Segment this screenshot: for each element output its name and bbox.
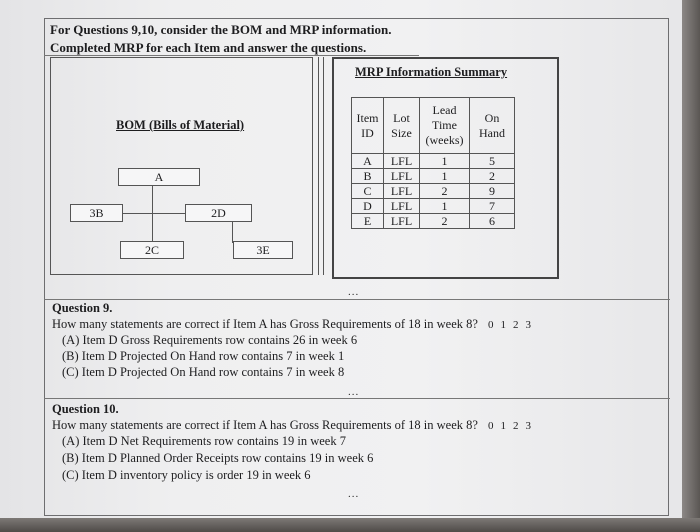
panel-divider-1 — [318, 57, 319, 275]
q10-choice-2[interactable]: 2 — [513, 420, 519, 432]
table-row: D LFL 1 7 — [352, 199, 515, 214]
q10-statement-a: (A) Item D Net Requirements row contains 19 in week 7 — [62, 434, 346, 448]
bom-line-a-down — [152, 185, 153, 235]
q9-statement-a: (A) Item D Gross Requirements row contains 26 in week 6 — [62, 333, 358, 347]
bom-node-3e: 3E — [233, 241, 293, 259]
mrp-title: MRP Information Summary — [355, 65, 508, 79]
col-lead-time: Lead Time (weeks) — [420, 98, 470, 154]
header-line-1: For Questions 9,10, consider the BOM and MRP information. — [50, 22, 392, 37]
section-divider-2 — [44, 398, 670, 399]
mrp-header-row — [352, 98, 515, 154]
q9-choices — [481, 317, 531, 331]
bom-node-2c: 2C — [120, 241, 184, 259]
q10-choice-0[interactable]: 0 — [488, 420, 494, 432]
bom-node-2d: 2D — [185, 204, 252, 222]
q9-choice-2[interactable]: 2 — [513, 319, 519, 331]
col-item-id: Item ID — [352, 98, 384, 154]
col-on-hand: On Hand — [470, 98, 515, 154]
section-divider-1 — [44, 299, 670, 300]
q10-statement-b: (B) Item D Planned Order Receipts row contains 19 in week 6 — [62, 451, 374, 465]
q10-statement-c: (C) Item D inventory policy is order 19 in week 6 — [62, 468, 311, 482]
header-underline — [44, 55, 419, 56]
bom-node-a: A — [118, 168, 200, 186]
q9-title: Question 9. — [52, 301, 113, 315]
section-dots-2: ... — [348, 386, 360, 398]
q10-choice-1[interactable]: 1 — [500, 420, 507, 432]
q10-prompt: How many statements are correct if Item A has Gross Requirements of 18 in week 8? — [52, 418, 478, 432]
q10-choice-3[interactable]: 3 — [525, 420, 532, 432]
q9-prompt-line — [52, 317, 531, 332]
section-dots-1: ... — [348, 286, 360, 298]
q9-choice-1[interactable]: 1 — [500, 319, 507, 331]
bom-title: BOM (Bills of Material) — [116, 118, 245, 132]
mrp-table — [351, 97, 515, 229]
q9-statement-b: (B) Item D Projected On Hand row contains 7 in week 1 — [62, 349, 345, 363]
section-dots-3: ... — [348, 488, 360, 500]
bom-node-3b: 3B — [70, 204, 123, 222]
header-line-2: Completed MRP for each Item and answer the questions. — [50, 40, 367, 55]
bom-line-d-down — [232, 221, 233, 243]
q10-title: Question 10. — [52, 402, 119, 416]
q9-choice-0[interactable]: 0 — [488, 319, 494, 331]
q9-choice-3[interactable]: 3 — [525, 319, 532, 331]
table-row: A LFL 1 5 — [352, 154, 515, 169]
table-row: C LFL 2 9 — [352, 184, 515, 199]
photo-edge-right — [682, 0, 700, 532]
table-row: E LFL 2 6 — [352, 214, 515, 229]
table-row: B LFL 1 2 — [352, 169, 515, 184]
q10-prompt-line — [52, 418, 531, 433]
panel-divider-2 — [323, 57, 324, 275]
col-lot-size: Lot Size — [384, 98, 420, 154]
q10-choices — [481, 418, 531, 432]
q9-statement-c: (C) Item D Projected On Hand row contains 7 in week 8 — [62, 365, 345, 379]
bom-line-b-d — [123, 213, 185, 214]
photo-edge-bottom — [0, 518, 700, 532]
q9-prompt: How many statements are correct if Item A has Gross Requirements of 18 in week 8? — [52, 317, 478, 331]
